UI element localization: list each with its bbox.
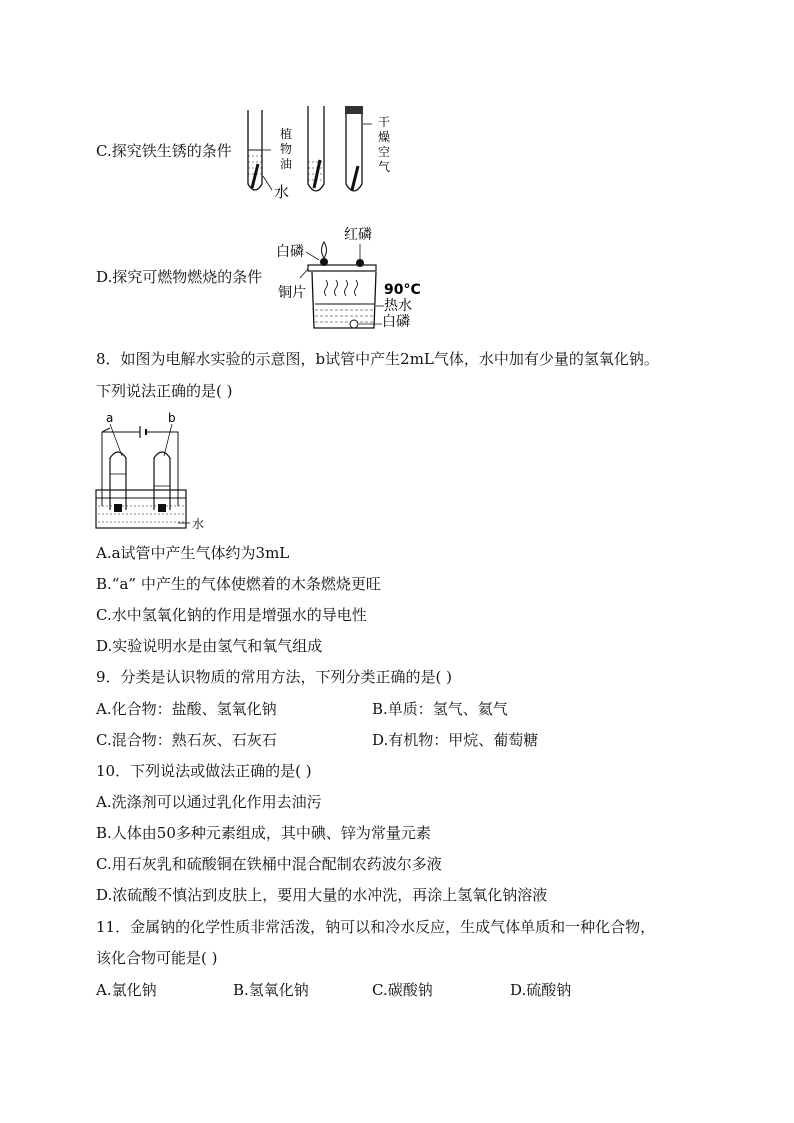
- q9-option-d: D.有机物：甲烷、葡萄糖: [372, 731, 539, 749]
- q9-option-a: A.化合物：盐酸、氢氧化钠: [96, 700, 277, 718]
- fig-c-rust-tubes: [238, 102, 398, 202]
- q8-option-a: A.a试管中产生气体约为3mL: [96, 544, 290, 562]
- fig-d-combustion-beaker: [272, 222, 422, 338]
- water-trough-label: 水: [192, 517, 205, 531]
- q10-option-b: B.人体由50多种元素组成，其中碘、锌为常量元素: [96, 824, 431, 842]
- copper-label: 铜片: [278, 285, 306, 301]
- hot-water-label: 热水: [384, 298, 412, 314]
- q10-option-a: A.洗涤剂可以通过乳化作用去油污: [96, 793, 322, 811]
- q9-stem: 9．分类是认识物质的常用方法，下列分类正确的是( ): [96, 668, 453, 686]
- white-phosphorus-bottom-label: 白磷: [382, 314, 410, 330]
- q9-option-b: B.单质：氢气、氦气: [372, 700, 508, 718]
- red-phosphorus-label: 红磷: [344, 227, 372, 243]
- q10-stem: 10．下列说法或做法正确的是( ): [96, 762, 312, 780]
- oil-label-1: 植: [280, 127, 293, 141]
- fig-electrolysis: [92, 410, 212, 532]
- q8-option-c: C.水中氢氧化钠的作用是增强水的导电性: [96, 606, 367, 624]
- q10-option-c: C.用石灰乳和硫酸铜在铁桶中混合配制农药波尔多液: [96, 855, 442, 873]
- q8-option-b: B.“a” 中产生的气体使燃着的木条燃烧更旺: [96, 575, 381, 593]
- q8-option-d: D.实验说明水是由氢气和氧气组成: [96, 637, 323, 655]
- q11-option-a: A.氯化钠: [96, 981, 157, 999]
- q8-stem-line1: 8．如图为电解水实验的示意图，b试管中产生2mL气体，水中加有少量的氢氧化钠。: [96, 350, 659, 368]
- water-label: 水: [274, 183, 290, 201]
- tube-a-label: a: [106, 411, 114, 425]
- q11-stem-line2: 该化合物可能是( ): [96, 949, 218, 967]
- tube-b-label: b: [168, 411, 176, 425]
- oil-label-2: 物: [280, 142, 293, 156]
- fig-d-caption: D.探究可燃物燃烧的条件: [96, 268, 263, 286]
- q11-option-d: D.硫酸钠: [510, 981, 572, 999]
- dry-air-label-2: 燥: [378, 130, 391, 144]
- dry-air-label-1: 干: [378, 115, 391, 129]
- fig-c-caption: C.探究铁生锈的条件: [96, 142, 232, 160]
- q10-option-d: D.浓硫酸不慎沾到皮肤上，要用大量的水冲洗，再涂上氢氧化钠溶液: [96, 886, 548, 904]
- q8-stem-line2: 下列说法正确的是( ): [96, 382, 233, 400]
- q9-option-c: C.混合物：熟石灰、石灰石: [96, 731, 277, 749]
- q11-option-b: B.氢氧化钠: [233, 981, 309, 999]
- dry-air-label-3: 空: [378, 145, 391, 159]
- q11-option-c: C.碳酸钠: [372, 981, 433, 999]
- dry-air-label-4: 气: [378, 160, 391, 174]
- oil-label-3: 油: [280, 157, 293, 171]
- q11-stem-line1: 11．金属钠的化学性质非常活泼，钠可以和冷水反应，生成气体单质和一种化合物，: [96, 918, 656, 936]
- white-phosphorus-top-label: 白磷: [276, 244, 304, 260]
- temperature-label: 90°C: [384, 282, 421, 298]
